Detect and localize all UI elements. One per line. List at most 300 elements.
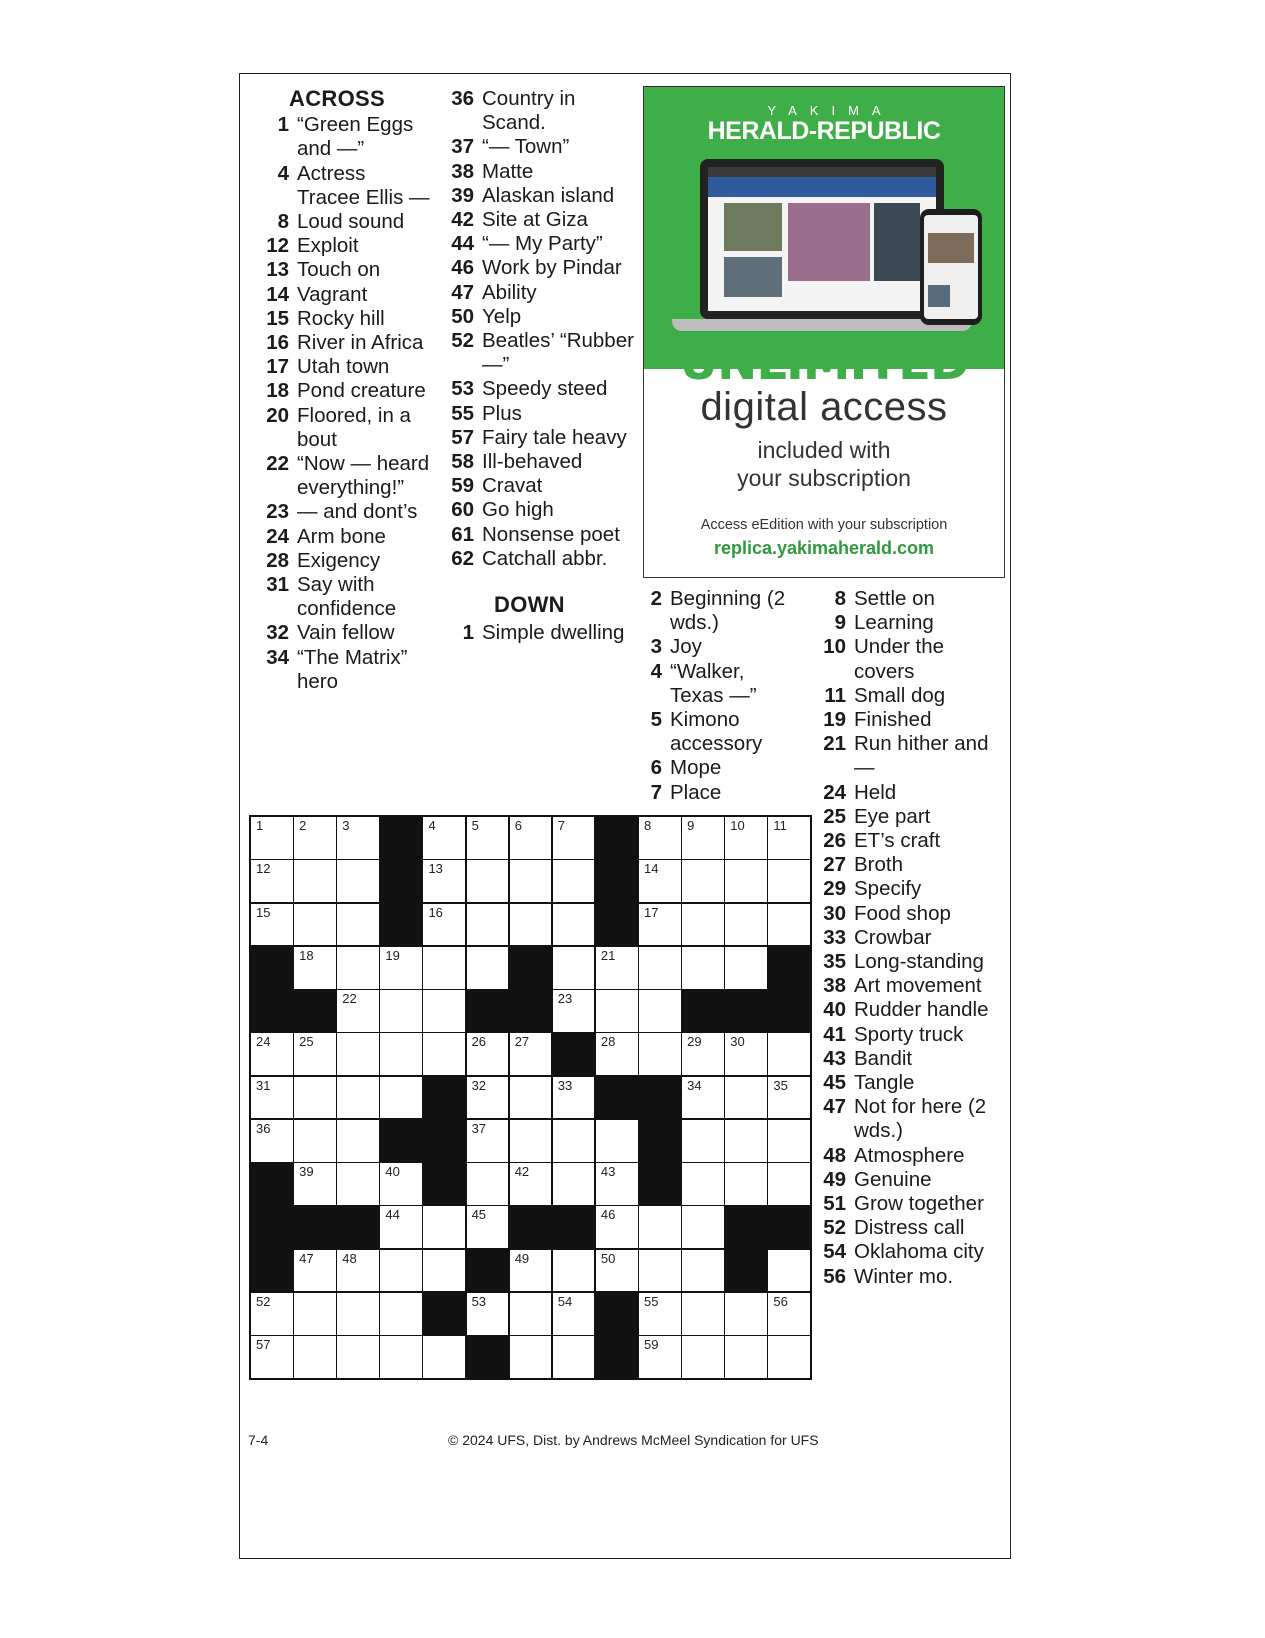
grid-cell[interactable]	[725, 904, 767, 946]
grid-cell[interactable]	[553, 947, 595, 989]
clue-text: Joy	[670, 635, 702, 659]
cell-number: 56	[773, 1293, 788, 1309]
clue-text: Sporty truck	[854, 1022, 964, 1046]
cell-number: 53	[471, 1293, 487, 1309]
grid-cell[interactable]	[294, 1336, 336, 1378]
cell-number: 31	[256, 1077, 271, 1093]
grid-cell[interactable]	[510, 904, 552, 946]
clue-number: 14	[266, 282, 289, 306]
clue-item	[255, 404, 430, 452]
clue-item	[255, 573, 430, 621]
grid-cell[interactable]	[768, 817, 810, 859]
clue-item	[812, 1265, 1002, 1289]
grid-cell[interactable]	[725, 1120, 767, 1162]
grid-cell[interactable]	[639, 947, 681, 989]
clue-number: 35	[823, 950, 846, 974]
grid-cell[interactable]	[467, 1206, 509, 1248]
across-list-1	[255, 113, 430, 694]
cell-number: 34	[687, 1077, 702, 1093]
grid-cell[interactable]	[337, 1163, 379, 1205]
grid-cell[interactable]	[467, 1077, 509, 1119]
grid-cell[interactable]	[251, 1077, 293, 1119]
grid-cell[interactable]	[294, 1077, 336, 1119]
grid-cell[interactable]	[725, 1077, 767, 1119]
cell-number: 1	[256, 818, 264, 833]
clue-item	[440, 305, 640, 329]
clue-item	[812, 1240, 1002, 1264]
grid-cell[interactable]	[294, 904, 336, 946]
clue-text: Specify	[854, 877, 922, 901]
clue-number: 52	[451, 329, 474, 353]
clue-number: 20	[266, 403, 289, 427]
grid-cell[interactable]	[553, 860, 595, 902]
cell-number: 33	[557, 1077, 573, 1093]
clue-text: Finished	[854, 708, 932, 732]
grid-cell[interactable]	[423, 904, 465, 946]
cell-number: 15	[256, 904, 271, 920]
cell-number: 14	[644, 861, 659, 877]
clue-number: 25	[823, 804, 846, 828]
grid-cell[interactable]	[725, 1163, 767, 1205]
grid-cell[interactable]	[553, 1077, 595, 1119]
grid-cell[interactable]	[596, 990, 638, 1032]
grid-cell[interactable]	[510, 817, 552, 859]
grid-cell[interactable]	[337, 990, 379, 1032]
grid-cell[interactable]	[380, 1163, 422, 1205]
clue-number: 60	[451, 498, 474, 522]
clue-text: “Now — heard everything!”	[297, 452, 430, 500]
clue-text: Utah town	[297, 355, 390, 379]
clue-item	[812, 1192, 1002, 1216]
clue-text: Mope	[670, 756, 722, 780]
across-list-2	[440, 87, 640, 571]
grid-cell[interactable]	[251, 1293, 293, 1335]
grid-cell[interactable]	[510, 1250, 552, 1292]
clue-text: Rocky hill	[297, 306, 385, 330]
cell-number: 23	[557, 991, 573, 1007]
cell-number: 3	[342, 818, 350, 833]
grid-cell[interactable]	[682, 860, 724, 902]
grid-cell[interactable]	[596, 1120, 638, 1162]
grid-cell[interactable]	[251, 817, 293, 859]
grid-cell[interactable]	[467, 1033, 509, 1075]
clue-item	[440, 474, 640, 498]
clue-item	[440, 256, 640, 280]
clue-text: Matte	[482, 159, 534, 183]
grid-cell[interactable]	[596, 1206, 638, 1248]
clue-number: 2	[650, 587, 662, 610]
grid-cell[interactable]	[510, 1033, 552, 1075]
grid-cell[interactable]	[553, 1250, 595, 1292]
grid-cell[interactable]	[423, 817, 465, 859]
black-square	[510, 1206, 552, 1248]
grid-cell[interactable]	[768, 1293, 810, 1335]
subscription-ad[interactable]	[643, 86, 1005, 578]
black-square	[251, 1206, 293, 1248]
cell-number: 29	[687, 1034, 702, 1050]
grid-cell[interactable]	[725, 1293, 767, 1335]
grid-cell[interactable]	[596, 1033, 638, 1075]
black-square	[596, 904, 638, 946]
grid-cell[interactable]	[423, 1206, 465, 1248]
cell-number: 47	[299, 1250, 314, 1266]
clue-text: Crowbar	[854, 925, 932, 949]
clue-text: Broth	[854, 853, 903, 877]
grid-cell[interactable]	[467, 1120, 509, 1162]
clue-text: Tangle	[854, 1071, 915, 1095]
grid-cell[interactable]	[337, 1293, 379, 1335]
grid-cell[interactable]	[596, 1163, 638, 1205]
clue-item	[440, 450, 640, 474]
cell-number: 36	[256, 1120, 271, 1136]
clue-number: 15	[266, 306, 289, 330]
clue-item	[812, 998, 1002, 1022]
black-square	[596, 1293, 638, 1335]
grid-cell[interactable]	[639, 990, 681, 1032]
cell-number: 22	[342, 991, 357, 1007]
cell-number: 26	[471, 1034, 487, 1050]
grid-cell[interactable]	[467, 1293, 509, 1335]
grid-cell[interactable]	[337, 947, 379, 989]
grid-cell[interactable]	[337, 1033, 379, 1075]
clue-number: 13	[266, 258, 289, 282]
black-square	[768, 1206, 810, 1248]
cell-number: 37	[471, 1120, 487, 1136]
clue-item	[812, 1023, 1002, 1047]
clue-text: Ill-behaved	[482, 450, 583, 474]
clue-item	[812, 781, 1002, 805]
grid-cell[interactable]	[380, 1336, 422, 1378]
black-square	[639, 1163, 681, 1205]
clue-text: Learning	[854, 611, 934, 635]
clue-number: 4	[650, 659, 662, 683]
clue-text: Go high	[482, 498, 554, 522]
black-square	[596, 1336, 638, 1378]
ad-line-2: your subscription	[737, 465, 911, 491]
clue-number: 52	[823, 1216, 846, 1240]
clue-item	[812, 1047, 1002, 1071]
grid-cell[interactable]	[553, 817, 595, 859]
clue-item	[255, 452, 430, 500]
clue-text: Touch on	[297, 258, 381, 282]
cell-number: 42	[514, 1164, 530, 1180]
clue-item	[255, 331, 430, 355]
clue-text: Winter mo.	[854, 1264, 954, 1288]
clue-item	[440, 377, 640, 401]
down-clues-column-3	[628, 587, 803, 805]
clue-text: “Walker, Texas —”	[670, 659, 757, 707]
black-square	[768, 990, 810, 1032]
grid-cell[interactable]	[553, 904, 595, 946]
clue-number: 1	[462, 621, 474, 645]
clue-number: 11	[824, 683, 846, 707]
grid-cell[interactable]	[553, 1293, 595, 1335]
grid-cell[interactable]	[510, 860, 552, 902]
clue-number: 43	[823, 1046, 846, 1070]
grid-cell[interactable]	[682, 1206, 724, 1248]
clue-item	[255, 379, 430, 403]
grid-cell[interactable]	[294, 1250, 336, 1292]
cell-number: 52	[256, 1293, 271, 1309]
clue-item	[255, 500, 430, 524]
black-square	[251, 947, 293, 989]
cell-number: 25	[299, 1034, 314, 1050]
cell-number: 7	[557, 818, 566, 833]
grid-cell[interactable]	[725, 1336, 767, 1378]
clue-item	[440, 160, 640, 184]
clue-item	[255, 525, 430, 549]
clue-item	[440, 402, 640, 426]
grid-cell[interactable]	[725, 947, 767, 989]
grid-cell[interactable]	[337, 1250, 379, 1292]
grid-cell[interactable]	[510, 1336, 552, 1378]
black-square	[380, 817, 422, 859]
clue-number: 62	[451, 546, 474, 570]
grid-cell[interactable]	[682, 904, 724, 946]
clue-text: Site at Giza	[482, 208, 588, 232]
grid-cell[interactable]	[423, 990, 465, 1032]
clue-text: Long-standing	[854, 950, 984, 974]
grid-cell[interactable]	[553, 1336, 595, 1378]
laptop-icon	[700, 159, 944, 319]
cell-number: 16	[428, 904, 443, 920]
clue-item	[440, 208, 640, 232]
black-square	[725, 990, 767, 1032]
cell-number: 46	[600, 1207, 616, 1223]
cell-number: 32	[471, 1077, 487, 1093]
black-square	[423, 1120, 465, 1162]
clue-item	[812, 1095, 1002, 1143]
grid-cell[interactable]	[682, 947, 724, 989]
grid-cell[interactable]	[467, 904, 509, 946]
grid-cell[interactable]	[251, 1336, 293, 1378]
grid-cell[interactable]	[768, 1077, 810, 1119]
clue-text: Floored, in a bout	[297, 403, 411, 451]
ad-banner	[644, 87, 1004, 369]
black-square	[553, 1033, 595, 1075]
clue-item	[255, 258, 430, 282]
grid-cell[interactable]	[725, 817, 767, 859]
grid-cell[interactable]	[510, 1163, 552, 1205]
clue-item	[812, 1216, 1002, 1240]
crossword-grid[interactable]	[249, 815, 812, 1380]
grid-cell[interactable]	[337, 1077, 379, 1119]
grid-cell[interactable]	[682, 817, 724, 859]
grid-cell[interactable]	[682, 1163, 724, 1205]
grid-cell[interactable]	[337, 1336, 379, 1378]
grid-cell[interactable]	[510, 1120, 552, 1162]
clue-item	[812, 684, 1002, 708]
grid-cell[interactable]	[337, 1120, 379, 1162]
grid-cell[interactable]	[639, 1336, 681, 1378]
clue-item	[812, 853, 1002, 877]
grid-cell[interactable]	[467, 860, 509, 902]
grid-cell[interactable]	[768, 1163, 810, 1205]
clue-item	[812, 950, 1002, 974]
ad-url-link[interactable]: replica.yakimaherald.com	[713, 538, 935, 558]
grid-cell[interactable]	[768, 1120, 810, 1162]
cell-number: 9	[687, 818, 695, 833]
black-square	[423, 1293, 465, 1335]
grid-cell[interactable]	[768, 1250, 810, 1292]
black-square	[467, 1336, 509, 1378]
clue-item	[812, 1071, 1002, 1095]
grid-cell[interactable]	[423, 947, 465, 989]
clue-number: 24	[823, 780, 846, 804]
grid-cell[interactable]	[251, 904, 293, 946]
grid-cell[interactable]	[639, 817, 681, 859]
grid-cell[interactable]	[251, 1120, 293, 1162]
ad-headline: UNLIMITED	[679, 335, 969, 391]
clue-item	[255, 307, 430, 331]
clue-item	[440, 523, 640, 547]
grid-cell[interactable]	[380, 947, 422, 989]
grid-cell[interactable]	[682, 1250, 724, 1292]
grid-cell[interactable]	[682, 1120, 724, 1162]
grid-cell[interactable]	[294, 817, 336, 859]
clue-text: Grow together	[854, 1192, 984, 1216]
clue-text: Settle on	[854, 587, 935, 610]
clue-number: 54	[823, 1240, 846, 1264]
clue-item	[255, 355, 430, 379]
clue-text: “— Town”	[482, 135, 570, 159]
clue-item	[255, 234, 430, 258]
cell-number: 12	[256, 861, 271, 877]
clue-text: — and dont’s	[297, 500, 418, 524]
down-list-1	[440, 621, 640, 645]
clue-item	[812, 635, 1002, 683]
grid-cell[interactable]	[423, 1250, 465, 1292]
clue-text: Not for here (2 wds.)	[854, 1095, 987, 1143]
ad-kicker: YAKIMA	[767, 103, 894, 118]
grid-cell[interactable]	[294, 947, 336, 989]
grid-cell[interactable]	[467, 1163, 509, 1205]
clue-text: Loud sound	[297, 210, 405, 234]
grid-cell[interactable]	[553, 1163, 595, 1205]
grid-cell[interactable]	[380, 1206, 422, 1248]
cell-number: 13	[428, 861, 443, 877]
clue-text: Arm bone	[297, 524, 386, 548]
grid-cell[interactable]	[553, 1120, 595, 1162]
clue-text: ET’s craft	[854, 829, 941, 853]
grid-cell[interactable]	[467, 817, 509, 859]
grid-cell[interactable]	[337, 817, 379, 859]
grid-cell[interactable]	[768, 1033, 810, 1075]
grid-cell[interactable]	[768, 860, 810, 902]
cell-number: 57	[256, 1337, 271, 1353]
clue-number: 3	[650, 635, 662, 659]
grid-cell[interactable]	[337, 904, 379, 946]
grid-cell[interactable]	[553, 990, 595, 1032]
clue-item	[255, 621, 430, 645]
puzzle-code: 7-4	[248, 1432, 269, 1448]
cell-number: 54	[557, 1293, 573, 1309]
grid-cell[interactable]	[294, 1120, 336, 1162]
grid-cell[interactable]	[380, 1250, 422, 1292]
grid-cell[interactable]	[251, 1033, 293, 1075]
grid-cell[interactable]	[294, 1033, 336, 1075]
black-square	[553, 1206, 595, 1248]
black-square	[768, 947, 810, 989]
grid-cell[interactable]	[294, 1163, 336, 1205]
grid-cell[interactable]	[682, 1033, 724, 1075]
grid-cell[interactable]	[639, 1033, 681, 1075]
grid-cell[interactable]	[337, 860, 379, 902]
clue-text: “The Matrix” hero	[297, 645, 408, 693]
grid-cell[interactable]	[639, 1293, 681, 1335]
grid-cell[interactable]	[294, 860, 336, 902]
clue-item	[812, 708, 1002, 732]
cell-number: 19	[385, 947, 400, 963]
grid-cell[interactable]	[467, 947, 509, 989]
grid-cell[interactable]	[682, 1077, 724, 1119]
grid-cell[interactable]	[596, 1250, 638, 1292]
grid-cell[interactable]	[639, 904, 681, 946]
grid-cell[interactable]	[251, 860, 293, 902]
grid-cell[interactable]	[768, 1336, 810, 1378]
ad-brand-logo: HERALD-REPUBLIC	[707, 117, 941, 145]
clue-text: Art movement	[854, 974, 982, 998]
clue-number: 31	[266, 573, 289, 597]
grid-cell[interactable]	[596, 947, 638, 989]
clue-number: 44	[451, 232, 474, 256]
black-square	[423, 1163, 465, 1205]
grid-cell[interactable]	[510, 1077, 552, 1119]
down-list-2	[628, 587, 803, 805]
grid-cell[interactable]	[294, 1293, 336, 1335]
grid-cell[interactable]	[510, 1293, 552, 1335]
clue-number: 10	[823, 635, 846, 659]
black-square	[294, 990, 336, 1032]
clue-number: 24	[266, 524, 289, 548]
grid-cell[interactable]	[639, 1250, 681, 1292]
clue-item	[812, 587, 1002, 611]
clue-number: 8	[277, 210, 289, 234]
grid-cell[interactable]	[380, 1033, 422, 1075]
cell-number: 4	[428, 818, 436, 833]
clue-item	[812, 805, 1002, 829]
grid-cell[interactable]	[423, 1336, 465, 1378]
grid-cell[interactable]	[423, 1033, 465, 1075]
black-square	[725, 1250, 767, 1292]
clue-number: 56	[823, 1264, 846, 1288]
grid-cell[interactable]	[768, 904, 810, 946]
clue-number: 37	[451, 135, 474, 159]
grid-cell[interactable]	[639, 860, 681, 902]
cell-number: 35	[773, 1077, 788, 1093]
clue-text: Exigency	[297, 548, 381, 572]
grid-cell[interactable]	[682, 1336, 724, 1378]
grid-cell[interactable]	[682, 1293, 724, 1335]
grid-cell[interactable]	[423, 860, 465, 902]
grid-cell[interactable]	[380, 1077, 422, 1119]
grid-cell[interactable]	[380, 1293, 422, 1335]
grid-cell[interactable]	[725, 860, 767, 902]
clue-number: 30	[823, 901, 846, 925]
grid-cell[interactable]	[725, 1033, 767, 1075]
clue-number: 46	[451, 256, 474, 280]
grid-cell[interactable]	[380, 990, 422, 1032]
black-square	[596, 860, 638, 902]
black-square	[725, 1206, 767, 1248]
clue-text: Held	[854, 780, 897, 804]
clue-item	[628, 756, 803, 780]
cell-number: 8	[644, 818, 652, 833]
grid-cell[interactable]	[639, 1206, 681, 1248]
clue-number: 53	[451, 377, 474, 401]
clue-number: 9	[834, 611, 846, 635]
clue-number: 39	[451, 183, 474, 207]
